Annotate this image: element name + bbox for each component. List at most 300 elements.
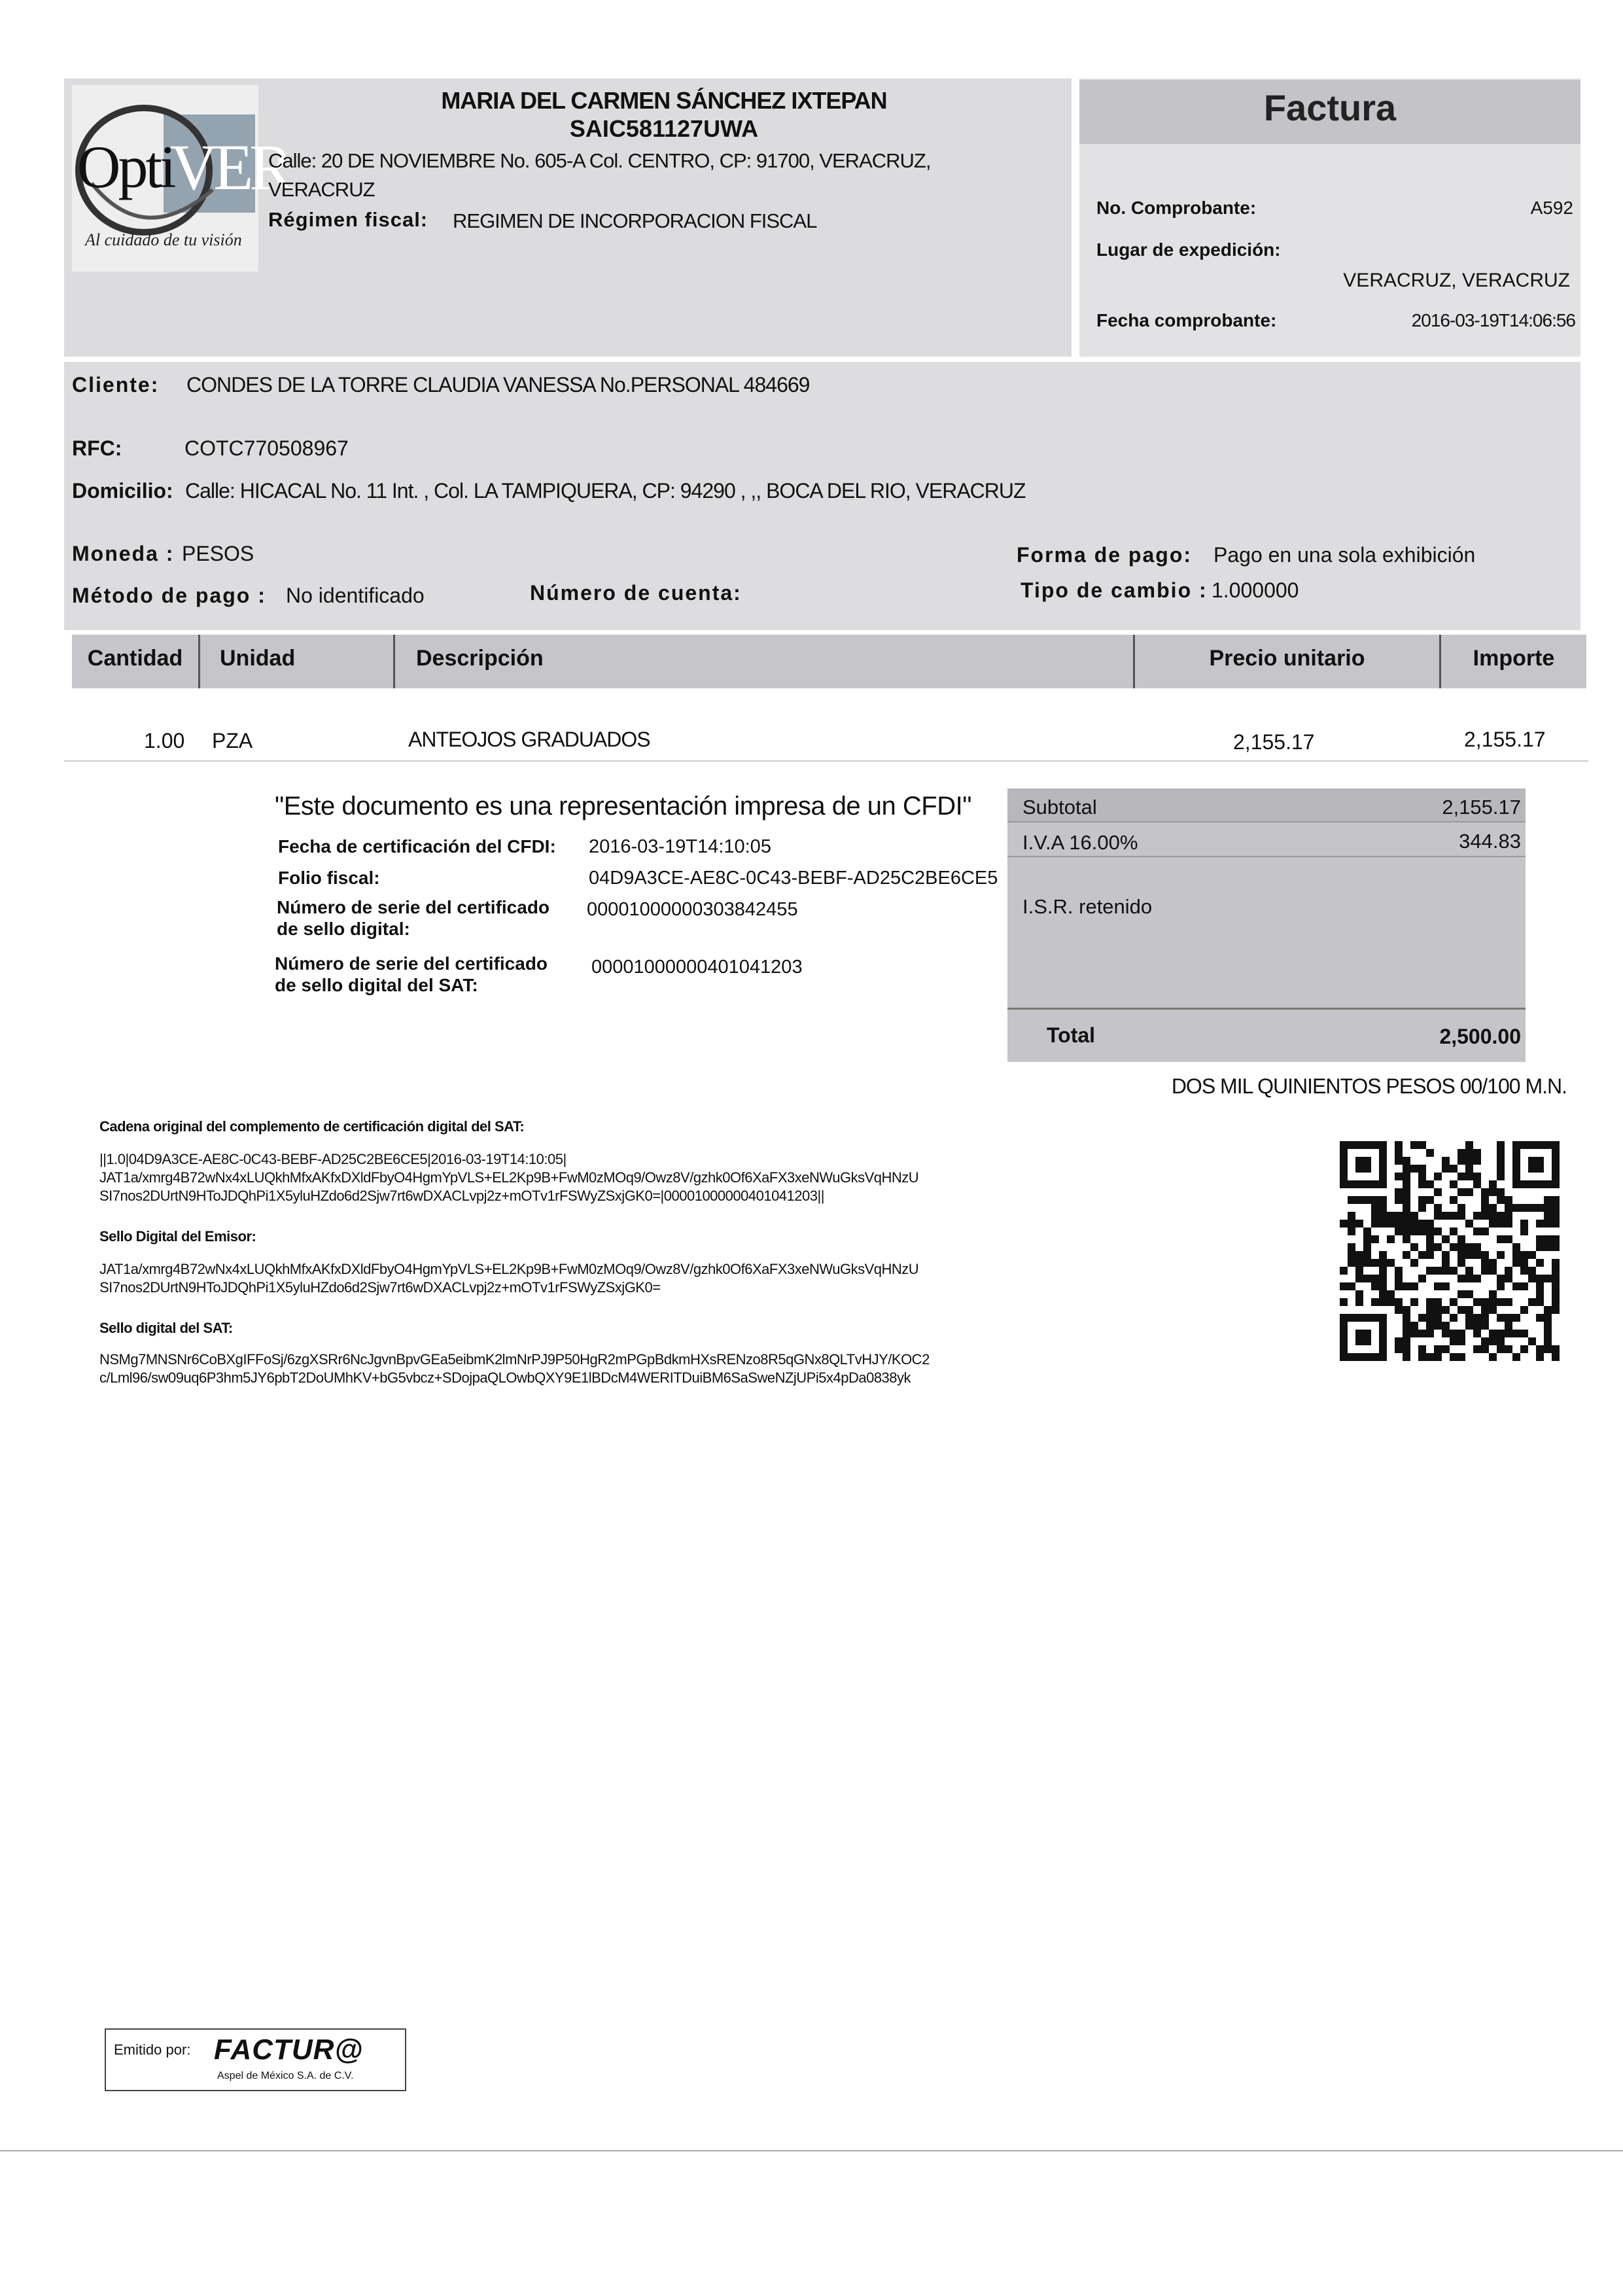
qr-module — [1552, 1235, 1560, 1243]
qr-module — [1528, 1298, 1536, 1306]
qr-module — [1434, 1243, 1442, 1251]
qr-module — [1426, 1227, 1434, 1235]
qr-module — [1442, 1157, 1450, 1165]
qr-module — [1489, 1188, 1497, 1196]
qr-module — [1450, 1353, 1457, 1361]
qr-module — [1552, 1259, 1560, 1267]
qr-module — [1544, 1196, 1552, 1204]
qr-module — [1552, 1275, 1560, 1282]
qr-module — [1481, 1259, 1489, 1267]
qr-module — [1395, 1306, 1403, 1314]
qr-module — [1340, 1298, 1348, 1306]
qr-module — [1497, 1141, 1505, 1149]
qr-module — [1426, 1298, 1434, 1306]
issuer-address-line1: Calle: 20 DE NOVIEMBRE No. 605-A Col. CENTRO, CP: 91700, VERACRUZ, — [268, 149, 931, 172]
qr-module — [1387, 1212, 1395, 1220]
qr-module — [1489, 1306, 1497, 1314]
qr-module — [1434, 1212, 1442, 1220]
qr-module — [1418, 1173, 1426, 1180]
qr-module — [1403, 1180, 1410, 1188]
qr-module — [1544, 1337, 1552, 1345]
iva-value: 344.83 — [1459, 830, 1521, 853]
forma-label: Forma de pago: — [1017, 543, 1193, 567]
qr-module — [1505, 1196, 1512, 1204]
qr-module — [1481, 1227, 1489, 1235]
totals-divider — [1007, 856, 1526, 857]
qr-module — [1387, 1235, 1395, 1243]
qr-module — [1410, 1298, 1418, 1306]
qr-module — [1505, 1212, 1512, 1220]
qr-module — [1481, 1322, 1489, 1330]
qr-module — [1536, 1298, 1544, 1306]
qr-module — [1473, 1180, 1481, 1188]
qr-module — [1544, 1220, 1552, 1227]
qr-module — [1379, 1259, 1387, 1267]
total-label: Total — [1047, 1023, 1096, 1047]
qr-module — [1348, 1282, 1355, 1290]
qr-module — [1410, 1165, 1418, 1173]
qr-module — [1528, 1275, 1536, 1282]
qr-module — [1465, 1157, 1473, 1165]
facture-brand: FACTUR@ — [214, 2034, 364, 2066]
qr-module — [1536, 1275, 1544, 1282]
qr-module — [1395, 1267, 1403, 1275]
qr-module — [1340, 1282, 1348, 1290]
qr-module — [1552, 1267, 1560, 1275]
serie-sat-value: 00001000000401041203 — [591, 957, 803, 978]
qr-module — [1418, 1204, 1426, 1212]
qr-module — [1442, 1345, 1450, 1353]
qr-module — [1505, 1220, 1512, 1227]
qr-module — [1505, 1298, 1512, 1306]
fecha-label: Fecha comprobante: — [1096, 310, 1277, 330]
qr-module — [1520, 1251, 1528, 1259]
qr-module — [1395, 1345, 1403, 1353]
qr-module — [1371, 1235, 1379, 1243]
issuer-address-line2: VERACRUZ — [268, 178, 375, 201]
qr-module — [1536, 1282, 1544, 1290]
qr-module — [1457, 1235, 1465, 1243]
qr-module — [1403, 1227, 1410, 1235]
total-value: 2,500.00 — [1439, 1025, 1521, 1048]
qr-code-graphic — [1340, 1141, 1560, 1361]
qr-module — [1481, 1267, 1489, 1275]
qr-module — [1395, 1337, 1403, 1345]
qr-module — [1457, 1173, 1465, 1180]
qr-module — [1395, 1196, 1403, 1204]
column-header-cantidad: Cantidad — [87, 646, 183, 671]
cadena-line1: ||1.0|04D9A3CE-AE8C-0C43-BEBF-AD25C2BE6CE5|2016-03-19T14:10:05| — [99, 1151, 567, 1167]
qr-module — [1552, 1243, 1560, 1251]
qr-module — [1536, 1235, 1544, 1243]
qr-module — [1363, 1235, 1371, 1243]
qr-module — [1426, 1196, 1434, 1204]
qr-module — [1536, 1259, 1544, 1267]
qr-module — [1489, 1180, 1497, 1188]
qr-module — [1418, 1345, 1426, 1353]
qr-module — [1544, 1306, 1552, 1314]
qr-module — [1450, 1196, 1457, 1204]
qr-module — [1552, 1196, 1560, 1204]
qr-module — [1434, 1306, 1442, 1314]
qr-module — [1403, 1220, 1410, 1227]
qr-module — [1442, 1322, 1450, 1330]
qr-module — [1395, 1298, 1403, 1306]
qr-module — [1465, 1165, 1473, 1173]
qr-module — [1473, 1275, 1481, 1282]
qr-module — [1465, 1243, 1473, 1251]
qr-module — [1481, 1204, 1489, 1212]
qr-module — [1410, 1259, 1418, 1267]
qr-module — [1536, 1204, 1544, 1212]
qr-module — [1497, 1298, 1505, 1306]
qr-module — [1489, 1290, 1497, 1298]
qr-module — [1457, 1204, 1465, 1212]
qr-module — [1457, 1259, 1465, 1267]
qr-module — [1465, 1141, 1473, 1149]
qr-module — [1457, 1157, 1465, 1165]
qr-module — [1465, 1251, 1473, 1259]
qr-module — [1552, 1306, 1560, 1314]
qr-module — [1520, 1259, 1528, 1267]
column-divider — [393, 635, 395, 688]
fecha-cert-label: Fecha de certificación del CFDI: — [278, 836, 556, 857]
qr-module — [1520, 1227, 1528, 1235]
qr-module — [1363, 1251, 1371, 1259]
qr-module — [1552, 1353, 1560, 1361]
column-header-importe: Importe — [1473, 646, 1555, 671]
qr-module — [1450, 1314, 1457, 1322]
qr-module — [1371, 1298, 1379, 1306]
qr-module — [1410, 1282, 1418, 1290]
tipo-label: Tipo de cambio : — [1021, 578, 1208, 602]
qr-module — [1371, 1196, 1379, 1204]
qr-module — [1371, 1212, 1379, 1220]
qr-module — [1403, 1204, 1410, 1212]
qr-module — [1426, 1251, 1434, 1259]
comprobante-value: A592 — [1530, 198, 1573, 218]
qr-module — [1379, 1275, 1387, 1282]
moneda-label: Moneda : — [72, 542, 175, 565]
serie-sat-label-line2: de sello digital del SAT: — [275, 975, 478, 995]
sello-sat-line2: c/Lml96/sw09uq6P3hm5JY6pbT2DoUMhKV+bG5vbcz+SDojpaQLOwbQXY9E1lBDcM4WERITDuiBM6SaSweNZjUPi5x4pDa0838yk — [99, 1369, 911, 1386]
qr-module — [1418, 1141, 1426, 1149]
qr-module — [1450, 1212, 1457, 1220]
subtotal-label: Subtotal — [1022, 796, 1097, 819]
qr-module — [1355, 1259, 1363, 1267]
qr-module — [1457, 1188, 1465, 1196]
tipo-value: 1.000000 — [1212, 578, 1299, 602]
qr-module — [1434, 1298, 1442, 1306]
qr-module — [1465, 1322, 1473, 1330]
qr-module — [1465, 1306, 1473, 1314]
qr-module — [1457, 1330, 1465, 1337]
totals-divider — [1007, 1008, 1526, 1010]
qr-module — [1481, 1298, 1489, 1306]
qr-module — [1395, 1275, 1403, 1282]
qr-module — [1442, 1282, 1450, 1290]
qr-module — [1379, 1196, 1387, 1204]
qr-module — [1473, 1157, 1481, 1165]
qr-module — [1489, 1298, 1497, 1306]
qr-module — [1403, 1251, 1410, 1259]
logo-text-ver: VER — [170, 131, 289, 203]
domicilio-label: Domicilio: — [72, 479, 173, 503]
qr-module — [1379, 1290, 1387, 1298]
qr-module — [1497, 1282, 1505, 1290]
qr-module — [1497, 1157, 1505, 1165]
serie-sat-label-line1: Número de serie del certificado — [275, 953, 548, 974]
qr-module — [1387, 1298, 1395, 1306]
sello-sat-line1: NSMg7MNSNr6CoBXgIFFoSj/6zgXSRr6NcJgvnBpvGEa5eibmK2lmNrPJ9P50HgR2mPGpBdkmHXsRENzo8R5qGNx8QLTvHJY/KOC2 — [99, 1351, 930, 1368]
qr-module — [1450, 1267, 1457, 1275]
subtotal-value: 2,155.17 — [1442, 796, 1521, 819]
column-header-descripcion: Descripción — [416, 646, 544, 671]
qr-module — [1340, 1267, 1348, 1275]
qr-module — [1395, 1212, 1403, 1220]
qr-module — [1395, 1227, 1403, 1235]
qr-module — [1450, 1330, 1457, 1337]
qr-module — [1348, 1227, 1355, 1235]
qr-module — [1473, 1149, 1481, 1157]
sello-emisor-label: Sello Digital del Emisor: — [99, 1228, 256, 1245]
qr-module — [1450, 1165, 1457, 1173]
qr-module — [1473, 1322, 1481, 1330]
qr-module — [1403, 1322, 1410, 1330]
qr-module — [1512, 1353, 1520, 1361]
totals-divider — [1007, 821, 1526, 822]
qr-module — [1442, 1251, 1450, 1259]
folio-label: Folio fiscal: — [278, 868, 380, 888]
qr-module — [1544, 1345, 1552, 1353]
qr-module — [1434, 1322, 1442, 1330]
qr-module — [1457, 1243, 1465, 1251]
qr-module — [1497, 1149, 1505, 1157]
qr-module — [1457, 1306, 1465, 1314]
qr-module — [1497, 1235, 1505, 1243]
lugar-label: Lugar de expedición: — [1096, 239, 1281, 260]
qr-module — [1552, 1204, 1560, 1212]
qr-module — [1520, 1267, 1528, 1275]
qr-module — [1457, 1212, 1465, 1220]
qr-module — [1348, 1251, 1355, 1259]
qr-module — [1536, 1353, 1544, 1361]
qr-module — [1497, 1173, 1505, 1180]
qr-module — [1379, 1282, 1387, 1290]
qr-module — [1363, 1243, 1371, 1251]
qr-module — [1434, 1353, 1442, 1361]
qr-module — [1512, 1259, 1520, 1267]
cuenta-label: Número de cuenta: — [530, 581, 742, 605]
qr-module — [1544, 1212, 1552, 1220]
qr-module — [1363, 1196, 1371, 1204]
qr-module — [1528, 1267, 1536, 1275]
qr-module — [1418, 1251, 1426, 1259]
qr-code — [1340, 1141, 1560, 1361]
sello-emisor-line1: JAT1a/xmrg4B72wNx4xLUQkhMfxAKfxDXldFbyO4HgmYpVLS+EL2Kp9B+FwM0zMOq9/Owz8V/gzhk0Of6XaFX3xeNWuGksVqHNzU — [99, 1261, 919, 1277]
qr-module — [1403, 1337, 1410, 1345]
qr-module — [1434, 1188, 1442, 1196]
qr-module — [1473, 1212, 1481, 1220]
qr-module — [1552, 1298, 1560, 1306]
logo-text-opti: Opti — [77, 133, 174, 200]
qr-module — [1481, 1196, 1489, 1204]
qr-module — [1403, 1282, 1410, 1290]
qr-module — [1497, 1212, 1505, 1220]
qr-module — [1489, 1337, 1497, 1345]
qr-module — [1544, 1204, 1552, 1212]
qr-module — [1426, 1243, 1434, 1251]
qr-module — [1505, 1330, 1512, 1337]
qr-module — [1355, 1298, 1363, 1306]
qr-module — [1379, 1267, 1387, 1275]
optiver-logo — [72, 85, 289, 272]
qr-module — [1395, 1220, 1403, 1227]
qr-module — [1473, 1314, 1481, 1322]
iva-label: I.V.A 16.00% — [1022, 831, 1138, 854]
qr-module — [1457, 1251, 1465, 1259]
qr-module — [1536, 1314, 1544, 1322]
qr-module — [1387, 1290, 1395, 1298]
qr-module — [1403, 1330, 1410, 1337]
qr-module — [1505, 1267, 1512, 1275]
qr-module — [1410, 1322, 1418, 1330]
qr-module — [1418, 1353, 1426, 1361]
regimen-value: REGIMEN DE INCORPORACION FISCAL — [453, 209, 817, 232]
qr-module — [1465, 1149, 1473, 1157]
qr-module — [1395, 1141, 1403, 1149]
column-header-unidad: Unidad — [220, 646, 296, 671]
qr-module — [1371, 1259, 1379, 1267]
qr-module — [1355, 1275, 1363, 1282]
qr-module — [1473, 1298, 1481, 1306]
qr-module — [1442, 1212, 1450, 1220]
qr-module — [1379, 1220, 1387, 1227]
qr-module — [1536, 1243, 1544, 1251]
issuer-rfc: SAIC581127UWA — [569, 115, 759, 142]
qr-module — [1544, 1314, 1552, 1322]
qr-module — [1450, 1243, 1457, 1251]
qr-module — [1363, 1275, 1371, 1282]
cfdi-heading: "Este documento es una representación impresa de un CFDI" — [275, 792, 971, 821]
qr-module — [1426, 1306, 1434, 1314]
qr-module — [1512, 1204, 1520, 1212]
qr-module — [1442, 1235, 1450, 1243]
qr-module — [1465, 1220, 1473, 1227]
qr-module — [1552, 1212, 1560, 1220]
qr-module — [1544, 1322, 1552, 1330]
qr-module — [1434, 1227, 1442, 1235]
cliente-label: Cliente: — [72, 373, 160, 397]
qr-module — [1348, 1196, 1355, 1204]
qr-module — [1442, 1330, 1450, 1337]
qr-module — [1426, 1149, 1434, 1157]
serie-value: 00001000000303842455 — [587, 899, 798, 920]
qr-module — [1544, 1275, 1552, 1282]
qr-module — [1465, 1290, 1473, 1298]
total-in-words: DOS MIL QUINIENTOS PESOS 00/100 M.N. — [1171, 1074, 1567, 1098]
row-precio: 2,155.17 — [1233, 730, 1315, 754]
row-divider — [64, 760, 1588, 762]
qr-module — [1497, 1345, 1505, 1353]
qr-module — [1387, 1259, 1395, 1267]
qr-module — [1520, 1204, 1528, 1212]
qr-module — [1528, 1251, 1536, 1259]
facture-brand-sub: Aspel de México S.A. de C.V. — [217, 2070, 354, 2081]
qr-module — [1536, 1290, 1544, 1298]
sello-sat-label: Sello digital del SAT: — [99, 1320, 233, 1336]
qr-module — [1481, 1188, 1489, 1196]
qr-module — [1434, 1345, 1442, 1353]
qr-module — [1552, 1345, 1560, 1353]
qr-module — [1505, 1235, 1512, 1243]
qr-module — [1418, 1196, 1426, 1204]
qr-module — [1512, 1243, 1520, 1251]
qr-module — [1497, 1196, 1505, 1204]
qr-module — [1418, 1314, 1426, 1322]
qr-module — [1544, 1330, 1552, 1337]
qr-module — [1552, 1290, 1560, 1298]
qr-module — [1355, 1290, 1363, 1298]
rfc-value: COTC770508967 — [184, 436, 349, 460]
issuer-name: MARIA DEL CARMEN SÁNCHEZ IXTEPAN — [441, 87, 887, 114]
qr-module — [1403, 1196, 1410, 1204]
qr-module — [1457, 1275, 1465, 1282]
qr-module — [1481, 1306, 1489, 1314]
qr-module — [1489, 1212, 1497, 1220]
qr-module — [1387, 1220, 1395, 1227]
qr-module — [1520, 1306, 1528, 1314]
qr-module — [1473, 1173, 1481, 1180]
qr-module — [1395, 1157, 1403, 1165]
qr-module — [1371, 1282, 1379, 1290]
qr-module — [1363, 1227, 1371, 1235]
qr-module — [1355, 1267, 1363, 1275]
qr-module — [1450, 1337, 1457, 1345]
qr-module — [1497, 1275, 1505, 1282]
qr-module — [1497, 1330, 1505, 1337]
comprobante-label: No. Comprobante: — [1096, 198, 1257, 218]
qr-module — [1473, 1330, 1481, 1337]
qr-module — [1355, 1196, 1363, 1204]
fecha-cert-value: 2016-03-19T14:10:05 — [589, 836, 771, 857]
qr-module — [1473, 1243, 1481, 1251]
qr-module — [1434, 1282, 1442, 1290]
qr-module — [1512, 1314, 1520, 1322]
folio-value: 04D9A3CE-AE8C-0C43-BEBF-AD25C2BE6CE5 — [589, 868, 998, 889]
qr-module — [1489, 1259, 1497, 1267]
qr-module — [1418, 1180, 1426, 1188]
cadena-label: Cadena original del complemento de certificación digital del SAT: — [99, 1118, 525, 1135]
qr-module — [1395, 1149, 1403, 1157]
qr-module — [1426, 1235, 1434, 1243]
isr-label: I.S.R. retenido — [1022, 895, 1153, 918]
qr-module — [1426, 1267, 1434, 1275]
qr-module — [1426, 1353, 1434, 1361]
qr-module — [1520, 1330, 1528, 1337]
qr-module — [1528, 1337, 1536, 1345]
serie-label-line2: de sello digital: — [277, 919, 410, 939]
sello-emisor-line2: SI7nos2DUrtN9HToJDQhPi1X5yluHZdo6d2Sjw7rt6wDXACLvpj2z+mOTv1rFSWyZSxjGK0= — [99, 1279, 661, 1296]
table-row — [64, 713, 1588, 760]
qr-module — [1363, 1259, 1371, 1267]
qr-module — [1403, 1173, 1410, 1180]
qr-module — [1489, 1267, 1497, 1275]
qr-module — [1395, 1282, 1403, 1290]
qr-module — [1505, 1204, 1512, 1212]
qr-module — [1418, 1275, 1426, 1282]
logo-tagline: Al cuidado de tu visión — [85, 230, 242, 249]
